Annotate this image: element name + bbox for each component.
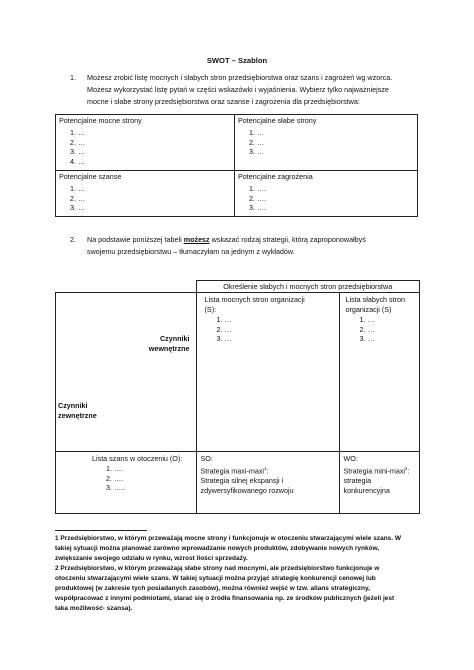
list-item: 2. … [70, 193, 86, 203]
list-item: 2. …. [106, 473, 124, 483]
footnote-ref: 1 [264, 466, 267, 471]
footnote-line: zwiększanie swojego udziału w rynku, wzrost ilości sprzedaży. [55, 555, 248, 562]
section-2-emphasis: możesz [183, 235, 210, 244]
footnote-line: produktowej (w zakresie tych posiadanych zasobów), można również wejść w tzw. alians strategiczny, [55, 585, 370, 592]
opportunities-list-cell [56, 452, 197, 514]
weaknesses-header: Potencjalne słabe strony [238, 116, 317, 125]
page-title: SWOT – Szablon [206, 56, 268, 65]
section-1-text [87, 72, 427, 108]
list-item: 1. … [70, 184, 86, 193]
list-item: 3. … [70, 147, 86, 156]
list-item: 3. … [216, 334, 232, 343]
wo-strategy-cell: WO: Strategia mini-maxi$^2$: strategia konkurencyjna [339, 452, 420, 514]
section-2-text-post: wskazać rodzaj strategii, którą zaproponowałbyś [209, 235, 366, 244]
section-1-line: Możesz zrobić listę mocnych i słabych stron przedsiębiorstwa oraz szans i zagrożeń wg wzorca. [87, 73, 393, 82]
internal-factors-label: Czynniki wewnętrzne [148, 334, 190, 353]
strengths-cell [56, 115, 235, 171]
strengths-header: Potencjalne mocne strony [59, 116, 142, 125]
weaknesses-list-cell [339, 293, 420, 452]
wo-code: WO: [343, 454, 358, 463]
strategy-table [55, 280, 420, 514]
weaknesses-cell [235, 115, 418, 171]
opportunities-header: Potencjalne szanse [59, 172, 122, 181]
list-item: 1. …. [249, 184, 267, 193]
section-1-number: 1. [70, 73, 76, 82]
section-2-text [87, 234, 427, 258]
opportunities-cell [56, 171, 235, 217]
list-item: 1. … [249, 128, 265, 137]
threats-cell [235, 171, 418, 217]
list-item: 3. … [359, 334, 375, 343]
list-item: 1. … [70, 128, 86, 137]
footnote-line: współpracować z innymi podmiotami, starać się o źródła finansowania np. ze środków publicznych (jeżeli jest [55, 595, 395, 602]
list-item: 3. … [249, 147, 265, 156]
footnote-separator [55, 530, 147, 531]
so-strategy-name: Strategia maxi-maxi [200, 466, 265, 476]
weaknesses-list-header: Lista słabych stron organizacji (S) [345, 295, 406, 314]
section-2-line: swojemu przedsiębiorstwu – tłumaczyłam na jednym z wykładów. [87, 247, 295, 256]
list-item: 2. … [249, 137, 265, 147]
external-factors-label: Czynniki zewnętrzne [58, 401, 97, 420]
factors-cell [56, 293, 197, 452]
footnotes [55, 534, 425, 614]
wo-strategy-name: Strategia mini-maxi [343, 466, 406, 476]
list-item: 3. ….. [106, 483, 126, 492]
list-item: 1. … [216, 315, 232, 324]
list-item: 2. … [70, 137, 86, 147]
section-1-line: mocne i słabe strony przedsiębiorstwa oraz szanse i zagrożenia dla przedsiębiorstwa: [87, 97, 360, 106]
list-item: 2. … [216, 324, 232, 334]
threats-header: Potencjalne zagrożenia [238, 172, 313, 181]
section-2-text-pre: Na podstawie poniższej tabeli [87, 235, 184, 244]
footnote-line: takiej sytuacji można planować zarówno wprowadzanie nowych produktów, zdobywanie nowych rynków, [55, 545, 380, 552]
section-2-number: 2. [70, 235, 76, 244]
footnote-line: 1 Przedsiębiorstwo, w którym przeważają mocne strony i funkcjonuje w otoczeniu stwarzającymi wiele szans. W [55, 535, 402, 542]
list-item: 2. … [359, 324, 375, 334]
opportunities-list-header: Lista szans w otoczeniu (O): [92, 454, 183, 463]
so-code: SO: [200, 454, 213, 463]
footnote-line: otoczeniu stwarzającymi wiele szans. W takiej sytuacji można przyjąć strategię konkurencji cenowej lub [55, 575, 376, 582]
footnote-line: taka możliwość- szansa). [55, 605, 133, 612]
list-item: 1. …. [106, 464, 124, 473]
so-strategy-desc: zdywersyfikowanego rozwoju [200, 486, 294, 496]
footnote-ref: 2 [405, 466, 408, 471]
strengths-list-cell [196, 293, 339, 452]
so-strategy-desc: Strategia silnej ekspansji i [200, 476, 284, 486]
strategy-top-header: Określenie słabych i mocnych stron przedsiębiorstwa [196, 281, 420, 293]
list-item: 3. … [70, 203, 86, 212]
wo-strategy-desc: strategia konkurencyjna [343, 476, 390, 496]
strengths-list-header: Lista mocnych stron organizacji (S): [204, 295, 305, 314]
footnote-line: 2 Przedsiębiorstwo, w którym przeważają słabe strony nad mocnymi, ale przedsiębiorstwo funkcjonuje w [55, 565, 380, 572]
so-strategy-cell: SO: Strategia maxi-maxi$^1$: Strategia silnej ekspansji i zdywersyfikowanego rozwoju [196, 452, 339, 514]
list-item: 1. … [359, 315, 375, 324]
list-item: 2. …. [249, 193, 267, 203]
swot-table [55, 114, 418, 217]
section-1-line: Możesz wykorzystać listę pytań w części wskazówki i wyjaśnienia. Wybierz tylko najważniejsze [87, 85, 389, 94]
list-item: 3. …. [249, 203, 267, 212]
list-item: 4. … [70, 156, 86, 166]
